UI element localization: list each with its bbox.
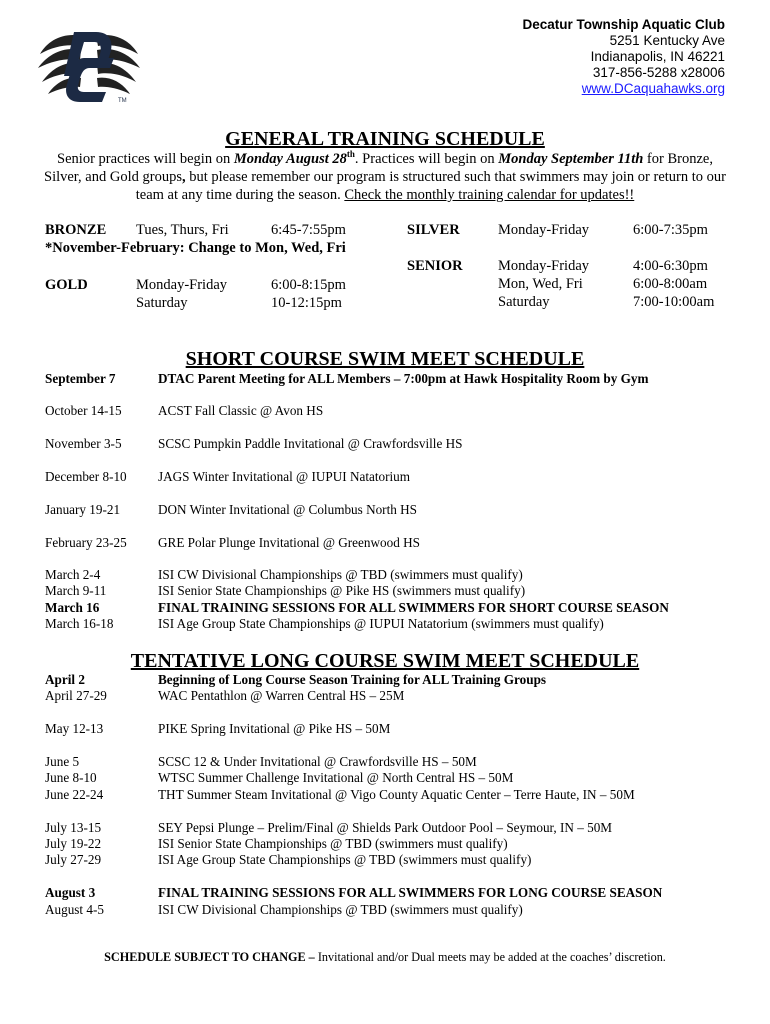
sc-event-desc: ACST Fall Classic @ Avon HS xyxy=(158,403,324,418)
club-phone: 317-856-5288 x28006 xyxy=(592,65,725,80)
group-bronze-time: 6:45-7:55pm xyxy=(271,222,346,238)
lc-event-date: April 27-29 xyxy=(45,688,107,703)
group-bronze-days: Tues, Thurs, Fri xyxy=(136,222,229,238)
club-website-link[interactable]: www.DCaquahawks.org xyxy=(581,81,725,96)
group-senior-days3: Saturday xyxy=(498,294,550,310)
group-senior-time2: 6:00-8:00am xyxy=(633,276,708,292)
intro-text-e: but please remember our program is structured such that swimmers may join or return to our team at any time during the season. xyxy=(135,169,726,203)
group-bronze-note: *November-February: Change to Mon, Wed, Fri xyxy=(45,240,346,256)
disclaimer-text: Invitational and/or Dual meets may be added at the coaches’ discretion. xyxy=(314,950,666,964)
lc-event-desc: WTSC Summer Challenge Invitational @ North Central HS – 50M xyxy=(158,770,514,785)
sc-event-date: March 2-4 xyxy=(45,567,101,582)
sc-event-desc: FINAL TRAINING SESSIONS FOR ALL SWIMMERS FOR SHORT COURSE SEASON xyxy=(158,600,669,615)
lc-event-date: May 12-13 xyxy=(45,721,104,736)
sc-event-date: February 23-25 xyxy=(45,535,127,550)
lc-event-desc: FINAL TRAINING SESSIONS FOR ALL SWIMMERS FOR LONG COURSE SEASON xyxy=(158,885,663,900)
group-gold-time1: 6:00-8:15pm xyxy=(271,277,346,293)
group-gold-name: GOLD xyxy=(45,277,88,293)
group-senior-time3: 7:00-10:00am xyxy=(633,294,715,310)
sc-event-date: November 3-5 xyxy=(45,436,122,451)
lc-event-desc: THT Summer Steam Invitational @ Vigo County Aquatic Center – Terre Haute, IN – 50M xyxy=(158,787,635,802)
group-silver-name: SILVER xyxy=(407,222,460,238)
general-training-title: GENERAL TRAINING SCHEDULE xyxy=(225,128,545,150)
group-bronze-name: BRONZE xyxy=(45,222,107,238)
club-info xyxy=(522,17,725,97)
club-name: Decatur Township Aquatic Club xyxy=(522,17,725,32)
group-gold-days2: Saturday xyxy=(136,295,188,311)
intro-senior-date: Monday August 28 xyxy=(233,151,347,167)
schedule-disclaimer xyxy=(0,950,770,965)
group-senior-time1: 4:00-6:30pm xyxy=(633,258,708,274)
sc-event-desc: ISI CW Divisional Championships @ TBD (swimmers must qualify) xyxy=(158,567,523,582)
sc-event-desc: JAGS Winter Invitational @ IUPUI Natatorium xyxy=(158,469,411,484)
lc-event-date: August 3 xyxy=(45,885,96,900)
sc-event-desc: ISI Senior State Championships @ Pike HS (swimmers must qualify) xyxy=(158,583,526,598)
group-gold-days1: Monday-Friday xyxy=(136,277,228,293)
group-silver-days: Monday-Friday xyxy=(498,222,590,238)
club-address-line1: 5251 Kentucky Ave xyxy=(609,33,725,48)
sc-event-date: March 9-11 xyxy=(45,583,107,598)
group-senior-days2: Mon, Wed, Fri xyxy=(498,276,583,292)
sc-event-date: March 16-18 xyxy=(45,616,114,631)
lc-event-date: June 22-24 xyxy=(45,787,104,802)
sc-event-desc: GRE Polar Plunge Invitational @ Greenwood HS xyxy=(158,535,420,550)
sc-event-date: September 7 xyxy=(45,371,116,386)
logo-trademark: TM xyxy=(118,98,127,104)
lc-event-date: August 4-5 xyxy=(45,902,104,917)
group-silver-time: 6:00-7:35pm xyxy=(633,222,708,238)
club-address-line2: Indianapolis, IN 46221 xyxy=(590,49,725,64)
lc-event-desc: ISI Senior State Championships @ TBD (swimmers must qualify) xyxy=(158,836,508,851)
lc-event-desc: Beginning of Long Course Season Training for ALL Training Groups xyxy=(158,672,547,687)
lc-event-date: July 13-15 xyxy=(45,820,102,835)
lc-event-desc: PIKE Spring Invitational @ Pike HS – 50M xyxy=(158,721,391,736)
intro-group-date: Monday September 11th xyxy=(498,151,644,167)
long-course-title: TENTATIVE LONG COURSE SWIM MEET SCHEDULE xyxy=(130,650,640,672)
training-intro-paragraph xyxy=(40,150,730,204)
lc-event-date: June 5 xyxy=(45,754,80,769)
sc-event-date: March 16 xyxy=(45,600,100,615)
lc-event-date: April 2 xyxy=(45,672,85,687)
sc-event-desc: DON Winter Invitational @ Columbus North HS xyxy=(158,502,417,517)
lc-event-desc: SEY Pepsi Plunge – Prelim/Final @ Shields Park Outdoor Pool – Seymour, IN – 50M xyxy=(158,820,613,835)
group-senior-name: SENIOR xyxy=(407,258,463,274)
lc-event-date: July 19-22 xyxy=(45,836,102,851)
sc-event-date: January 19-21 xyxy=(45,502,121,517)
sc-event-desc: ISI Age Group State Championships @ IUPUI Natatorium (swimmers must qualify) xyxy=(158,616,604,631)
sc-event-desc: DTAC Parent Meeting for ALL Members – 7:00pm at Hawk Hospitality Room by Gym xyxy=(158,371,649,386)
intro-text-b: . Practices will begin on xyxy=(354,151,499,167)
sc-event-date: December 8-10 xyxy=(45,469,127,484)
sc-event-date: October 14-15 xyxy=(45,403,122,418)
lc-event-date: July 27-29 xyxy=(45,852,102,867)
lc-event-desc: SCSC 12 & Under Invitational @ Crawfordsville HS – 50M xyxy=(158,754,477,769)
lc-event-desc: ISI Age Group State Championships @ TBD (swimmers must qualify) xyxy=(158,852,532,867)
lc-event-desc: ISI CW Divisional Championships @ TBD (swimmers must qualify) xyxy=(158,902,523,917)
intro-text-c: for Bronze, Silver, and Gold groups xyxy=(44,151,713,185)
intro-sup: th xyxy=(346,149,355,160)
intro-comma: , xyxy=(181,169,186,185)
club-logo-icon xyxy=(34,24,144,104)
calendar-updates-link[interactable]: Check the monthly training calendar for updates!! xyxy=(344,187,635,203)
intro-text-a: Senior practices will begin on xyxy=(57,151,234,167)
lc-event-date: June 8-10 xyxy=(45,770,97,785)
short-course-title: SHORT COURSE SWIM MEET SCHEDULE xyxy=(185,348,585,370)
lc-event-desc: WAC Pentathlon @ Warren Central HS – 25M xyxy=(158,688,405,703)
group-gold-time2: 10-12:15pm xyxy=(271,295,342,311)
group-senior-days1: Monday-Friday xyxy=(498,258,590,274)
sc-event-desc: SCSC Pumpkin Paddle Invitational @ Crawfordsville HS xyxy=(158,436,463,451)
disclaimer-bold: SCHEDULE SUBJECT TO CHANGE – xyxy=(104,950,315,964)
